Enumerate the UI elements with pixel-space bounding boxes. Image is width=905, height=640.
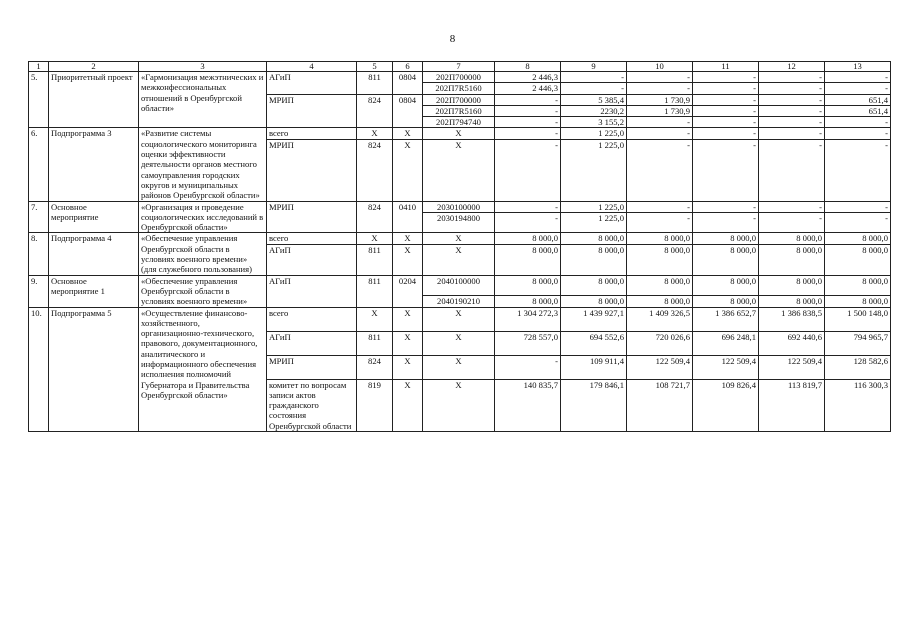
value-cell: - xyxy=(759,128,825,139)
header-cell: 1 xyxy=(29,62,49,72)
code-csr: 202П700000 xyxy=(423,94,495,105)
value-cell: - xyxy=(495,212,561,233)
value-cell: - xyxy=(627,128,693,139)
value-cell: 8 000,0 xyxy=(693,233,759,244)
value-cell: - xyxy=(495,117,561,128)
header-cell: 11 xyxy=(693,62,759,72)
code-grbs: 824 xyxy=(357,94,393,128)
code-grbs: X xyxy=(357,233,393,244)
value-cell: 8 000,0 xyxy=(627,295,693,307)
value-cell: 8 000,0 xyxy=(825,275,891,295)
value-cell: 8 000,0 xyxy=(759,244,825,275)
value-cell: 1 439 927,1 xyxy=(561,307,627,331)
executor: всего xyxy=(267,233,357,244)
code-grbs: X xyxy=(357,307,393,331)
code-rzpr: X xyxy=(393,244,423,275)
code-rzpr: X xyxy=(393,139,423,201)
value-cell: 794 965,7 xyxy=(825,331,891,355)
code-csr: 202П7R5160 xyxy=(423,105,495,116)
code-grbs: 811 xyxy=(357,244,393,275)
header-cell: 2 xyxy=(49,62,139,72)
item-name: «Организация и проведение социологических исследований в Оренбургской области» xyxy=(139,201,267,233)
value-cell: 1 386 652,7 xyxy=(693,307,759,331)
code-grbs: 811 xyxy=(357,275,393,307)
value-cell: - xyxy=(627,72,693,83)
code-rzpr: X xyxy=(393,379,423,431)
value-cell: 179 846,1 xyxy=(561,379,627,431)
value-cell: - xyxy=(759,72,825,83)
value-cell: - xyxy=(759,117,825,128)
header-cell: 10 xyxy=(627,62,693,72)
value-cell: 720 026,6 xyxy=(627,331,693,355)
value-cell: 140 835,7 xyxy=(495,379,561,431)
value-cell: - xyxy=(759,83,825,94)
header-cell: 6 xyxy=(393,62,423,72)
value-cell: 1 386 838,5 xyxy=(759,307,825,331)
code-csr: 202П794740 xyxy=(423,117,495,128)
code-rzpr: X xyxy=(393,307,423,331)
item-type: Приоритетный проект xyxy=(49,72,139,128)
value-cell: - xyxy=(495,128,561,139)
item-type: Подпрограмма 4 xyxy=(49,233,139,275)
header-cell: 8 xyxy=(495,62,561,72)
code-csr: X xyxy=(423,307,495,331)
row-number: 10. xyxy=(29,307,49,431)
item-name: «Обеспечение управления Оренбургской области в условиях военного времени» xyxy=(139,275,267,307)
value-cell: 651,4 xyxy=(825,105,891,116)
budget-table xyxy=(28,61,891,432)
executor: всего xyxy=(267,307,357,331)
value-cell: - xyxy=(825,212,891,233)
value-cell: - xyxy=(825,83,891,94)
value-cell: - xyxy=(627,139,693,201)
value-cell: - xyxy=(495,139,561,201)
value-cell: 8 000,0 xyxy=(825,244,891,275)
code-csr: 2030194800 xyxy=(423,212,495,233)
value-cell: 1 225,0 xyxy=(561,128,627,139)
value-cell: - xyxy=(693,72,759,83)
value-cell: - xyxy=(825,72,891,83)
value-cell: 1 225,0 xyxy=(561,201,627,212)
value-cell: 8 000,0 xyxy=(693,244,759,275)
table-row xyxy=(29,128,891,139)
table-row xyxy=(29,201,891,212)
header-cell: 9 xyxy=(561,62,627,72)
executor: АГиП xyxy=(267,275,357,307)
code-rzpr: 0804 xyxy=(393,72,423,95)
value-cell: 1 304 272,3 xyxy=(495,307,561,331)
table-row xyxy=(29,275,891,295)
row-number: 8. xyxy=(29,233,49,275)
code-csr: X xyxy=(423,379,495,431)
value-cell: - xyxy=(627,201,693,212)
value-cell: 8 000,0 xyxy=(759,295,825,307)
value-cell: - xyxy=(693,94,759,105)
code-rzpr: 0804 xyxy=(393,94,423,128)
value-cell: 8 000,0 xyxy=(627,244,693,275)
executor: АГиП xyxy=(267,72,357,95)
code-csr: X xyxy=(423,128,495,139)
item-type: Подпрограмма 5 xyxy=(49,307,139,431)
value-cell: - xyxy=(495,105,561,116)
item-name: «Осуществление финансово-хозяйственного, организационно-технического, правового, документационного, аналитического и информационного обеспечения исполнения полномочий Губернатора и Правительства Оренбургской области» xyxy=(139,307,267,431)
value-cell: 1 500 148,0 xyxy=(825,307,891,331)
value-cell: - xyxy=(561,83,627,94)
header-cell: 3 xyxy=(139,62,267,72)
value-cell: - xyxy=(561,72,627,83)
header-row xyxy=(29,62,891,72)
code-csr: 2030100000 xyxy=(423,201,495,212)
value-cell: 728 557,0 xyxy=(495,331,561,355)
code-rzpr: 0410 xyxy=(393,201,423,233)
value-cell: - xyxy=(825,128,891,139)
value-cell: 8 000,0 xyxy=(825,233,891,244)
value-cell: - xyxy=(693,128,759,139)
value-cell: 2 446,3 xyxy=(495,83,561,94)
value-cell: 8 000,0 xyxy=(561,275,627,295)
value-cell: 1 225,0 xyxy=(561,139,627,201)
item-type: Основное мероприятие xyxy=(49,201,139,233)
value-cell: 116 300,3 xyxy=(825,379,891,431)
value-cell: - xyxy=(627,117,693,128)
value-cell: 2230,2 xyxy=(561,105,627,116)
value-cell: 3 155,2 xyxy=(561,117,627,128)
value-cell: 122 509,4 xyxy=(759,355,825,379)
value-cell: 1 225,0 xyxy=(561,212,627,233)
table-row xyxy=(29,307,891,331)
page-number: 8 xyxy=(449,33,456,45)
code-csr: 2040100000 xyxy=(423,275,495,295)
code-csr: 202П7R5160 xyxy=(423,83,495,94)
executor: комитет по вопросам записи актов гражданского состояния Оренбургской области xyxy=(267,379,357,431)
value-cell: - xyxy=(825,117,891,128)
value-cell: - xyxy=(759,212,825,233)
item-name: «Обеспечение управления Оренбургской области в условиях военного времени» (для служебного пользования) xyxy=(139,233,267,275)
value-cell: 8 000,0 xyxy=(693,275,759,295)
value-cell: 692 440,6 xyxy=(759,331,825,355)
value-cell: 651,4 xyxy=(825,94,891,105)
code-grbs: 811 xyxy=(357,72,393,95)
item-type: Подпрограмма 3 xyxy=(49,128,139,201)
header-cell: 5 xyxy=(357,62,393,72)
executor: АГиП xyxy=(267,331,357,355)
executor: АГиП xyxy=(267,244,357,275)
value-cell: 8 000,0 xyxy=(495,275,561,295)
value-cell: - xyxy=(759,94,825,105)
value-cell: - xyxy=(693,212,759,233)
value-cell: - xyxy=(495,94,561,105)
value-cell: 8 000,0 xyxy=(495,295,561,307)
value-cell: - xyxy=(759,139,825,201)
table-row xyxy=(29,72,891,83)
executor: МРИП xyxy=(267,139,357,201)
value-cell: 696 248,1 xyxy=(693,331,759,355)
value-cell: 8 000,0 xyxy=(759,275,825,295)
header-cell: 13 xyxy=(825,62,891,72)
value-cell: 122 509,4 xyxy=(693,355,759,379)
code-csr: X xyxy=(423,331,495,355)
code-rzpr: X xyxy=(393,233,423,244)
item-type: Основное мероприятие 1 xyxy=(49,275,139,307)
value-cell: - xyxy=(627,83,693,94)
value-cell: 8 000,0 xyxy=(759,233,825,244)
row-number: 5. xyxy=(29,72,49,128)
code-grbs: 824 xyxy=(357,355,393,379)
executor: МРИП xyxy=(267,201,357,233)
value-cell: - xyxy=(825,201,891,212)
value-cell: - xyxy=(825,139,891,201)
row-number: 7. xyxy=(29,201,49,233)
header-cell: 4 xyxy=(267,62,357,72)
code-grbs: 819 xyxy=(357,379,393,431)
code-rzpr: X xyxy=(393,128,423,139)
value-cell: 8 000,0 xyxy=(693,295,759,307)
code-rzpr: X xyxy=(393,355,423,379)
code-csr: X xyxy=(423,355,495,379)
code-csr: X xyxy=(423,244,495,275)
value-cell: 8 000,0 xyxy=(627,233,693,244)
value-cell: 108 721,7 xyxy=(627,379,693,431)
value-cell: 694 552,6 xyxy=(561,331,627,355)
value-cell: - xyxy=(495,201,561,212)
row-number: 9. xyxy=(29,275,49,307)
value-cell: - xyxy=(693,117,759,128)
code-csr: 2040190210 xyxy=(423,295,495,307)
value-cell: 113 819,7 xyxy=(759,379,825,431)
code-grbs: 824 xyxy=(357,139,393,201)
table-row xyxy=(29,233,891,244)
value-cell: 8 000,0 xyxy=(627,275,693,295)
code-rzpr: 0204 xyxy=(393,275,423,307)
value-cell: 128 582,6 xyxy=(825,355,891,379)
value-cell: 8 000,0 xyxy=(825,295,891,307)
item-name: «Развитие системы социологического мониторинга оценки эффективности деятельности органов местного самоуправления городских округов и муниципальных районов Оренбургской области» xyxy=(139,128,267,201)
value-cell: 109 911,4 xyxy=(561,355,627,379)
value-cell: 1 730,9 xyxy=(627,105,693,116)
value-cell: - xyxy=(627,212,693,233)
code-rzpr: X xyxy=(393,331,423,355)
value-cell: - xyxy=(693,139,759,201)
value-cell: - xyxy=(693,83,759,94)
header-cell: 12 xyxy=(759,62,825,72)
executor: МРИП xyxy=(267,94,357,128)
header-cell: 7 xyxy=(423,62,495,72)
value-cell: 109 826,4 xyxy=(693,379,759,431)
value-cell: - xyxy=(693,201,759,212)
value-cell: 1 730,9 xyxy=(627,94,693,105)
executor: МРИП xyxy=(267,355,357,379)
value-cell: 8 000,0 xyxy=(495,233,561,244)
value-cell: 8 000,0 xyxy=(561,233,627,244)
code-grbs: 811 xyxy=(357,331,393,355)
code-csr: X xyxy=(423,139,495,201)
value-cell: - xyxy=(759,201,825,212)
value-cell: - xyxy=(759,105,825,116)
item-name: «Гармонизация межэтнических и межконфессиональных отношений в Оренбургской области» xyxy=(139,72,267,128)
code-csr: X xyxy=(423,233,495,244)
value-cell: 8 000,0 xyxy=(495,244,561,275)
value-cell: 2 446,3 xyxy=(495,72,561,83)
value-cell: 1 409 326,5 xyxy=(627,307,693,331)
code-grbs: 824 xyxy=(357,201,393,233)
row-number: 6. xyxy=(29,128,49,201)
value-cell: 122 509,4 xyxy=(627,355,693,379)
value-cell: - xyxy=(495,355,561,379)
code-grbs: X xyxy=(357,128,393,139)
value-cell: 8 000,0 xyxy=(561,295,627,307)
value-cell: 8 000,0 xyxy=(561,244,627,275)
value-cell: 5 385,4 xyxy=(561,94,627,105)
value-cell: - xyxy=(693,105,759,116)
executor: всего xyxy=(267,128,357,139)
code-csr: 202П700000 xyxy=(423,72,495,83)
